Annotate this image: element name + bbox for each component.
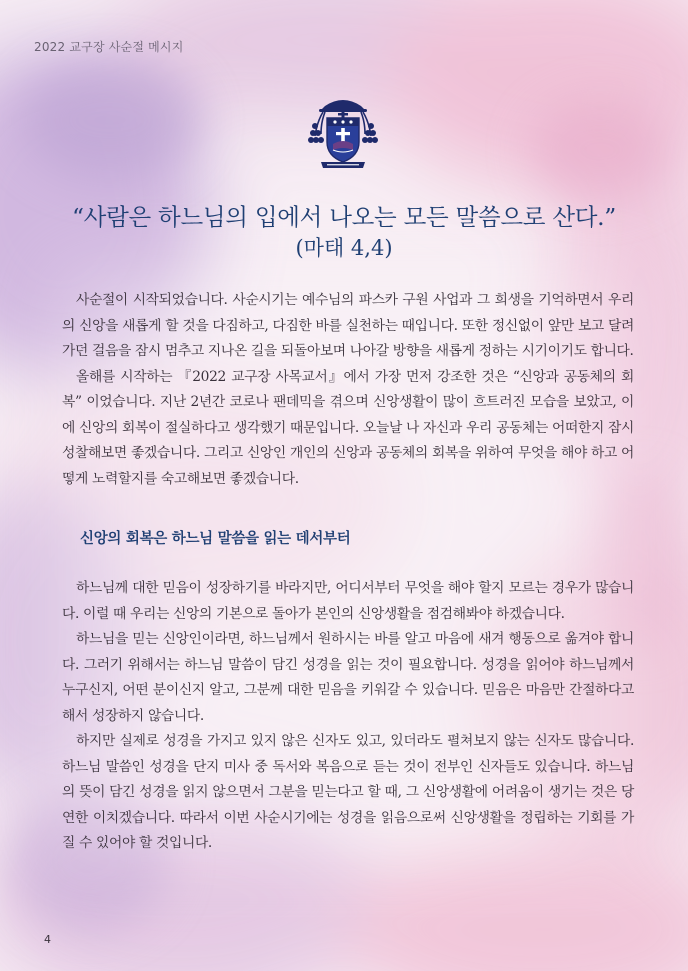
paragraph: 사순절이 시작되었습니다. 사순시기는 예수님의 파스카 구원 사업과 그 희생을 기억하면서 우리의 신앙을 새롭게 할 것을 다짐하고, 다짐한 바를 실천하는 때입니다. 또한 정신없이 앞만 보고 달려가던 걸음을 잠시 멈추고 지나온 길을 되돌아보며 나아갈 방향을 새롭게 정하는 시기이기도 합니다. [62, 292, 634, 359]
scripture-reference: (마태 4,4) [295, 236, 393, 260]
scripture-quote: “사람은 하느님의 입에서 나오는 모든 말씀으로 산다.” [71, 203, 617, 231]
intro-text-block [62, 288, 634, 492]
section-text-block [62, 576, 634, 857]
paragraph: 하느님을 믿는 신앙인이라면, 하느님께서 원하시는 바를 알고 마음에 새겨 행동으로 옮겨야 합니다. 그러기 위해서는 하느님 말씀이 담긴 성경을 읽는 것이 필요합니다. 성경을 읽어야 하느님께서 누구신지, 어떤 분이신지 알고, 그분께 대한 믿음을 키워갈 수 있습니다. 믿음은 마음만 간절하다고 해서 성장하지 않습니다. [62, 631, 634, 724]
episcopal-coat-of-arms-icon [303, 92, 383, 172]
paragraph: 하느님께 대한 믿음이 성장하기를 바라지만, 어디서부터 무엇을 해야 할지 모르는 경우가 많습니다. 이럴 때 우리는 신앙의 기본으로 돌아가 본인의 신앙생활을 점검해봐야 하겠습니다. [62, 580, 634, 622]
running-header: 2022 교구장 사순절 메시지 [34, 40, 184, 54]
paragraph: 올해를 시작하는 『2022 교구장 사목교서』에서 가장 먼저 강조한 것은 “신앙과 공동체의 회복” 이었습니다. 지난 2년간 코로나 팬데믹을 겪으며 신앙생활이 많이 흐트러진 모습을 보았고, 이에 신앙의 회복이 절실하다고 생각했기 때문입니다. 오늘날 나 자신과 우리 공동체는 어떠한지 잠시 성찰해보면 좋겠습니다. 그리고 신앙인 개인의 신앙과 공동체의 회복을 위하여 무엇을 해야 하고 어떻게 노력할지를 숙고해보면 좋겠습니다. [62, 368, 634, 487]
section-heading: 신앙의 회복은 하느님 말씀을 읽는 데서부터 [80, 530, 351, 547]
paragraph: 하지만 실제로 성경을 가지고 있지 않은 신자도 있고, 있더라도 펼쳐보지 않는 신자도 많습니다. 하느님 말씀인 성경을 단지 미사 중 독서와 복음으로 듣는 것이 전부인 신자들도 있습니다. 하느님의 뜻이 담긴 성경을 읽지 않으면서 그분을 믿는다고 할 때, 그 신앙생활에 어려움이 생기는 것은 당연한 이치겠습니다. 따라서 이번 사순시기에는 성경을 읽음으로써 신앙생활을 정립하는 기회를 가질 수 있어야 할 것입니다. [62, 733, 634, 851]
page-number: 4 [44, 933, 51, 946]
